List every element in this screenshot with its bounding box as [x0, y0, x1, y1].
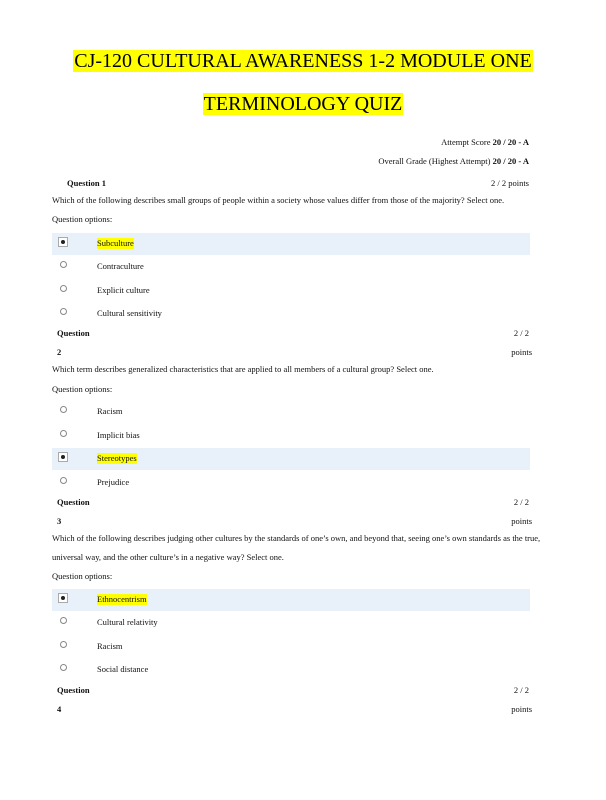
attempt-score — [441, 137, 529, 148]
question-2-options-label: Question options: — [52, 384, 113, 394]
option-label: Social distance — [97, 664, 149, 674]
attempt-score-value: 20 / 20 - A — [492, 137, 529, 147]
overall-grade-label: Overall Grade (Highest Attempt) — [378, 156, 491, 166]
question-3-score: 2 / 2 — [513, 497, 529, 507]
question-1-option-3[interactable] — [52, 280, 530, 302]
question-1-text: Which of the following describes small groups of people within a society whose values differ from those of the majority? Select one. — [52, 195, 505, 205]
question-1-option-4[interactable] — [52, 303, 530, 325]
question-3-options-label: Question options: — [52, 571, 113, 581]
question-2-text: Which term describes generalized characteristics that are applied to all members of a cultural group? Select one. — [52, 364, 434, 374]
option-label: Racism — [97, 406, 123, 416]
radio-icon[interactable] — [60, 641, 67, 648]
question-2-score: 2 / 2 — [513, 328, 529, 338]
option-label: Contraculture — [97, 261, 144, 271]
question-2-number: 2 — [57, 347, 62, 357]
question-1-option-2[interactable] — [52, 256, 530, 278]
question-1-points: 2 / 2 points — [490, 178, 529, 188]
page-title-line-2: TERMINOLOGY QUIZ — [203, 93, 403, 115]
radio-icon[interactable] — [60, 664, 67, 671]
option-label: Stereotypes — [97, 453, 137, 463]
question-3-number: 3 — [57, 516, 62, 526]
radio-icon[interactable] — [60, 308, 67, 315]
radio-checked-icon[interactable] — [58, 593, 68, 603]
question-4-number: 4 — [57, 704, 62, 714]
radio-checked-icon[interactable] — [58, 237, 68, 247]
page-title-line-1: CJ-120 CULTURAL AWARENESS 1-2 MODULE ONE — [74, 50, 532, 72]
question-2-option-1[interactable] — [52, 401, 530, 423]
question-4-title: Question — [57, 685, 90, 695]
radio-icon[interactable] — [60, 285, 67, 292]
option-label: Subculture — [97, 238, 134, 248]
question-3-option-3[interactable] — [52, 636, 530, 658]
question-2-option-4[interactable] — [52, 472, 530, 494]
overall-grade — [378, 156, 529, 167]
radio-icon[interactable] — [60, 406, 67, 413]
question-3-points-word: points — [511, 516, 532, 526]
question-3-option-2[interactable] — [52, 612, 530, 634]
question-2-option-3[interactable] — [52, 448, 530, 470]
radio-icon[interactable] — [60, 477, 67, 484]
radio-icon[interactable] — [60, 430, 67, 437]
option-label: Cultural sensitivity — [97, 308, 162, 318]
question-3-option-4[interactable] — [52, 659, 530, 681]
question-4-score: 2 / 2 — [513, 685, 529, 695]
option-label: Ethnocentrism — [97, 594, 147, 604]
radio-icon[interactable] — [60, 617, 67, 624]
question-2-option-2[interactable] — [52, 425, 530, 447]
question-2-points-word: points — [511, 347, 532, 357]
question-4-points-word: points — [511, 704, 532, 714]
option-label: Prejudice — [97, 477, 130, 487]
option-label: Cultural relativity — [97, 617, 158, 627]
question-1-options-label: Question options: — [52, 214, 113, 224]
option-label: Explicit culture — [97, 285, 150, 295]
attempt-score-label: Attempt Score — [441, 137, 491, 147]
question-1-title: Question 1 — [67, 178, 106, 188]
radio-icon[interactable] — [60, 261, 67, 268]
option-label: Racism — [97, 641, 123, 651]
overall-grade-value: 20 / 20 - A — [492, 156, 529, 166]
question-3-option-1[interactable] — [52, 589, 530, 611]
question-3-title: Question — [57, 497, 90, 507]
question-3-text: Which of the following describes judging other cultures by the standards of one’s own, and beyond that, seeing one’s own standards as the true, universal way, and the other culture’s in a negative way? Select one. — [52, 533, 541, 562]
question-2-title: Question — [57, 328, 90, 338]
option-label: Implicit bias — [97, 430, 140, 440]
question-1-option-1[interactable] — [52, 233, 530, 255]
radio-checked-icon[interactable] — [58, 452, 68, 462]
